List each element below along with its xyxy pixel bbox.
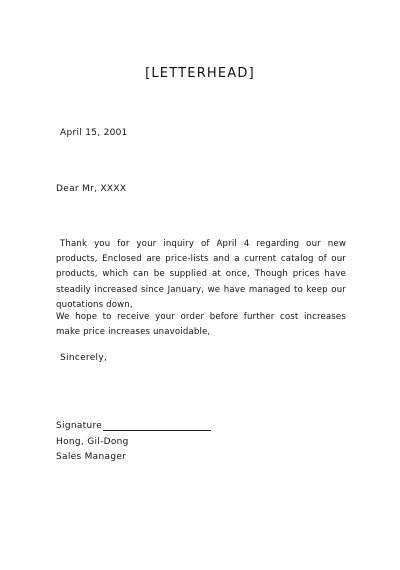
letter-date: April 15, 2001: [60, 128, 128, 138]
signer-title: Sales Manager: [56, 452, 127, 462]
signature-line: [56, 421, 211, 431]
body-paragraph-1-text: Thank you for your inquiry of April 4 regarding our new products, Enclosed are price-lists and a current catalog of our products, which can be supplied at once, Though prices have steadily increased since January, we have managed to keep our quotations down,: [56, 239, 346, 310]
signature-rule: [103, 422, 211, 431]
salutation: Dear Mr, XXXX: [56, 184, 127, 194]
signer-name: Hong, Gil-Dong: [56, 437, 129, 447]
letterhead-placeholder: [LETTERHEAD]: [145, 66, 255, 81]
closing: Sincerely,: [60, 353, 108, 363]
signature-label: Signature: [56, 421, 103, 431]
body-paragraph-1: [56, 237, 346, 313]
body-paragraph-2: We hope to receive your order before further cost increases make price increases unavoidable,: [56, 312, 346, 338]
